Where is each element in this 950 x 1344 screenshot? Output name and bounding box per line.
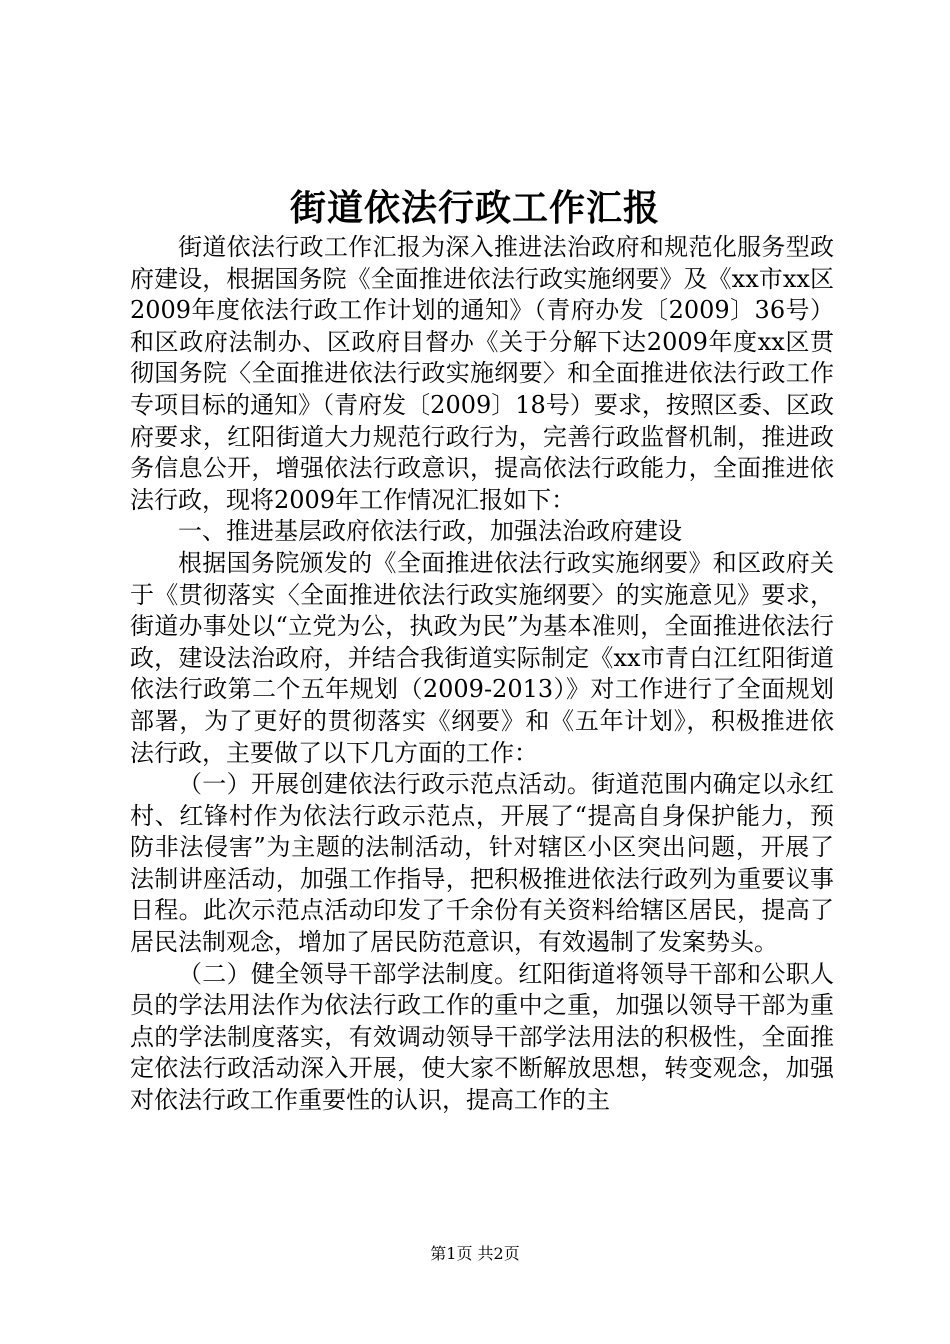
page-title: 街道依法行政工作汇报 [289, 187, 660, 229]
intro-paragraph: 街道依法行政工作汇报为深入推进法治政府和规范化服务型政府建设，根据国务院《全面推进依法行政实施纲要》及《xx市xx区2009年度依法行政工作计划的通知》（青府办发〔2009〕36号）和区政府法制办、区政府目督办《关于分解下达2009年度xx区贯彻国务院〈全面推进依法行政实施纲要〉和全面推进依法行政工作专项目标的通知》（青府发〔2009〕18号）要求，按照区委、区政府要求，红阳街道大力规范行政行为，完善行政监督机制，推进政务信息公开，增强依法行政意识，提高依法行政能力，全面推进依法行政，现将2009年工作情况汇报如下： [130, 233, 834, 514]
subsection-2-paragraph: （二）健全领导干部学法制度。红阳街道将领导干部和公职人员的学法用法作为依法行政工作的重中之重，加强以领导干部为重点的学法制度落实，有效调动领导干部学法用法的积极性，全面推定依法行政活动深入开展，使大家不断解放思想，转变观念，加强对依法行政工作重要性的认识，提高工作的主 [130, 959, 834, 1115]
document-body [130, 232, 834, 1117]
page-footer: 第1页 共2页 [430, 1244, 520, 1263]
section-1-paragraph: 根据国务院颁发的《全面推进依法行政实施纲要》和区政府关于《贯彻落实〈全面推进依法行政实施纲要〉的实施意见》要求，街道办事处以“立党为公，执政为民”为基本准则，全面推进依法行政，建设法治政府，并结合我街道实际制定《xx市青白江红阳街道依法行政第二个五年规划（2009-2013）》对工作进行了全面规划部署，为了更好的贯彻落实《纲要》和《五年计划》，积极推进依法行政，主要做了以下几方面的工作： [130, 548, 834, 767]
subsection-1-paragraph: （一）开展创建依法行政示范点活动。街道范围内确定以永红村、红锋村作为依法行政示范点，开展了“提高自身保护能力，预防非法侵害”为主题的法制活动，针对辖区小区突出问题，开展了法制讲座活动，加强工作指导，把积极推进依法行政列为重要议事日程。此次示范点活动印发了千余份有关资料给辖区居民，提高了居民法制观念，增加了居民防范意识，有效遏制了发案势头。 [130, 770, 834, 957]
section-heading-1: 一、推进基层政府依法行政，加强法治政府建设 [178, 517, 682, 546]
